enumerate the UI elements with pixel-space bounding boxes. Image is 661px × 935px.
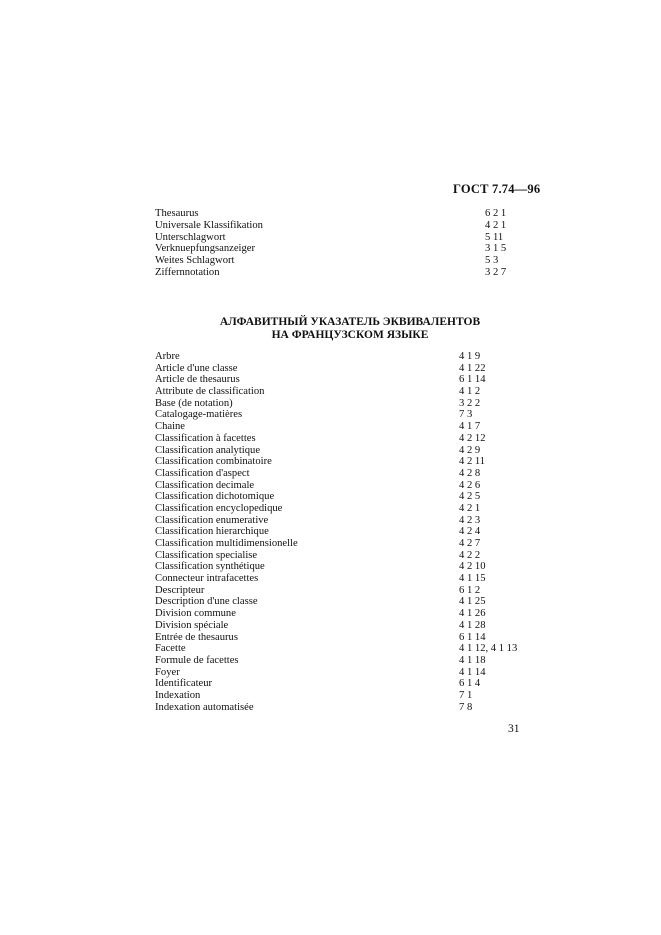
section-code: 6 1 14 — [459, 631, 486, 643]
term: Classification decimale — [155, 479, 255, 491]
term: Universale Klassifikation — [155, 219, 263, 231]
term: Classification analytique — [155, 444, 261, 456]
section-code: 4 2 11 — [459, 456, 486, 468]
section-code: 6 2 1 — [485, 208, 507, 219]
section-code: 4 2 12 — [459, 432, 486, 444]
section-code: 4 2 5 — [459, 491, 481, 503]
section-code: 3 2 2 — [459, 397, 481, 409]
term: Classification synthétique — [155, 561, 265, 573]
term: Article d'une classe — [155, 362, 238, 374]
section-code: 5 11 — [485, 231, 504, 243]
term: Classification d'aspect — [155, 467, 250, 479]
section-code: 7 3 — [459, 409, 473, 421]
section-code: 4 2 4 — [459, 526, 481, 538]
section-code: 4 1 28 — [459, 619, 486, 631]
section-code: 4 1 9 — [459, 351, 481, 362]
section-code: 3 1 5 — [485, 243, 507, 255]
section-code: 4 1 7 — [459, 421, 481, 433]
section-code: 4 1 18 — [459, 654, 486, 666]
section-code: 4 2 3 — [459, 514, 481, 526]
term: Unterschlagwort — [155, 231, 226, 243]
section-code: 3 2 7 — [485, 266, 507, 278]
section-code: 4 2 6 — [459, 479, 481, 491]
term: Classification enumerative — [155, 514, 269, 526]
term: Weites Schlagwort — [155, 255, 235, 267]
term: Classification encyclopedique — [155, 502, 283, 514]
term: Ziffernnotation — [155, 266, 220, 278]
section-code: 4 1 22 — [459, 362, 486, 374]
term: Identificateur — [155, 678, 213, 690]
term: Descripteur — [155, 584, 205, 596]
term: Classification combinatoire — [155, 456, 272, 468]
term: Connecteur intrafacettes — [155, 573, 259, 585]
term: Classification multidimensionelle — [155, 538, 298, 549]
section-title-line-2: НА ФРАНЦУЗСКОМ ЯЗЫКЕ — [271, 329, 429, 341]
term: Formule de facettes — [155, 654, 239, 666]
term: Article de thesaurus — [155, 374, 240, 386]
term: Foyer — [155, 666, 180, 678]
term: Thesaurus — [155, 208, 199, 219]
section-code: 6 1 4 — [459, 678, 481, 690]
document-header-code: ГОСТ 7.74—96 — [453, 182, 541, 196]
term: Entrée de thesaurus — [155, 631, 238, 643]
term: Catalogage-matières — [155, 409, 243, 421]
section-code: 4 2 7 — [459, 538, 481, 549]
section-code: 4 1 25 — [459, 596, 486, 608]
section-code: 4 1 2 — [459, 386, 481, 398]
term: Base (de notation) — [155, 397, 233, 409]
section-code: 7 8 — [459, 701, 473, 713]
term: Verknuepfungsanzeiger — [155, 243, 256, 255]
term: Facette — [155, 643, 186, 655]
term: Classification specialise — [155, 549, 258, 561]
term: Indexation — [155, 689, 201, 701]
section-title-line-1: АЛФАВИТНЫЙ УКАЗАТЕЛЬ ЭКВИВАЛЕНТОВ — [219, 316, 481, 328]
term: Indexation automatisée — [155, 701, 254, 713]
term: Classification à facettes — [155, 432, 256, 444]
section-code: 4 1 12, 4 1 13 — [459, 643, 518, 655]
term: Classification hierarchique — [155, 526, 269, 538]
section-code: 6 1 2 — [459, 584, 481, 596]
term: Division spéciale — [155, 619, 229, 631]
term: Division commune — [155, 608, 236, 620]
section-code: 4 2 1 — [459, 502, 481, 514]
section-code: 4 2 10 — [459, 561, 486, 573]
term: Classification dichotomique — [155, 491, 275, 503]
section-code: 6 1 14 — [459, 374, 486, 386]
section-code: 4 2 9 — [459, 444, 481, 456]
section-code: 4 1 26 — [459, 608, 486, 620]
section-code: 4 2 1 — [485, 219, 507, 231]
section-code: 5 3 — [485, 255, 499, 267]
page-number: 31 — [508, 723, 520, 735]
section-code: 4 2 2 — [459, 549, 481, 561]
term: Arbre — [155, 351, 180, 362]
section-code: 4 2 8 — [459, 467, 481, 479]
term: Attribute de classification — [155, 386, 265, 398]
section-code: 4 1 14 — [459, 666, 486, 678]
term: Description d'une classe — [155, 596, 258, 608]
section-code: 7 1 — [459, 689, 473, 701]
section-code: 4 1 15 — [459, 573, 486, 585]
term: Chaine — [155, 421, 186, 433]
